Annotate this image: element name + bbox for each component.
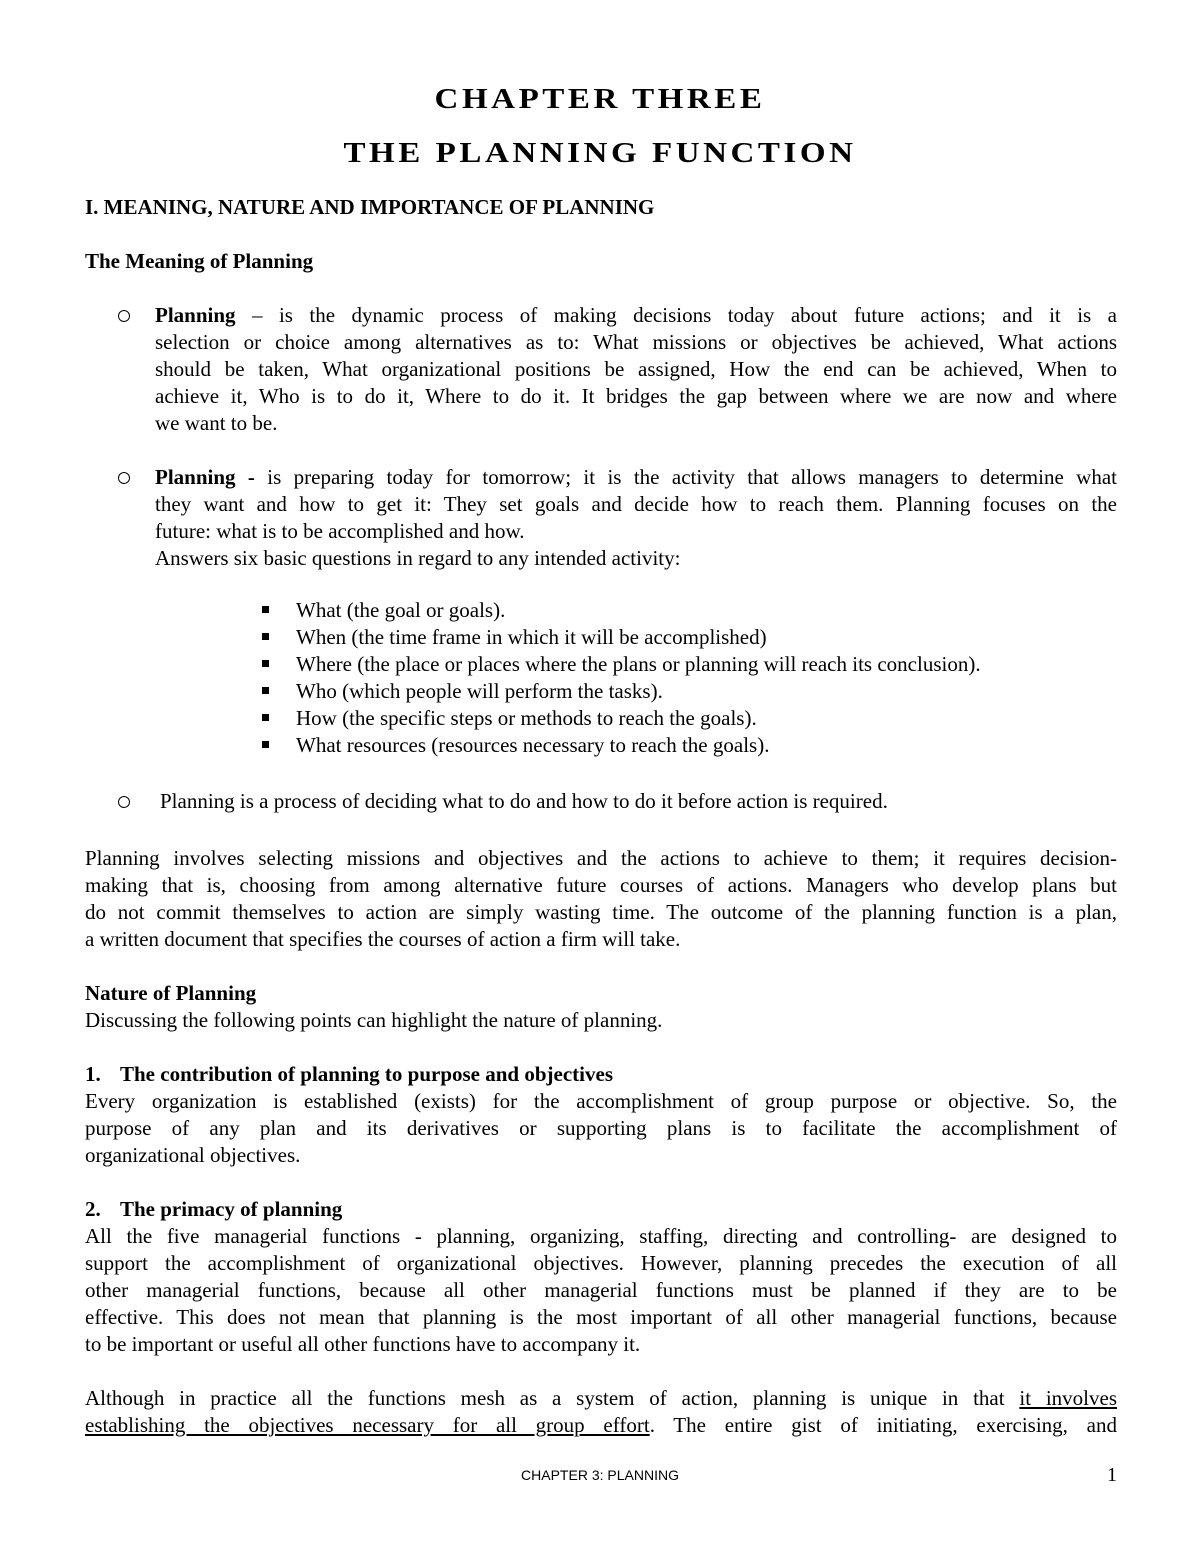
bullet2-line: they want and how to get it: They set goals and decide how to reach them. Planning focuses on the xyxy=(155,492,1117,516)
point2-line: effective. This does not mean that planning is the most important of all other managerial functions, because xyxy=(85,1305,1117,1329)
bullet1-line: Planning – is the dynamic process of making decisions today about future actions; and it is a xyxy=(155,303,1117,327)
point1-number: 1. xyxy=(85,1062,101,1086)
question-item: What resources (resources necessary to reach the goals). xyxy=(296,733,770,757)
bullet1-line: should be taken, What organizational positions be assigned, How the end can be achieved, When to xyxy=(155,357,1117,381)
point2-line: to be important or useful all other functions have to accompany it. xyxy=(85,1332,641,1356)
circle-bullet-icon xyxy=(118,310,130,322)
square-bullet-icon xyxy=(262,741,269,748)
square-bullet-icon xyxy=(262,660,269,667)
point2-line: other managerial functions, because all other managerial functions must be planned if they are to be xyxy=(85,1278,1117,1302)
page-number: 1 xyxy=(1107,1464,1117,1486)
point2-title: The primacy of planning xyxy=(120,1197,343,1221)
paragraph2-line: establishing the objectives necessary for all group effort. The entire gist of initiating, exercising, and xyxy=(85,1413,1117,1437)
underlined-text: it involves xyxy=(1019,1386,1117,1410)
paragraph1-line: a written document that specifies the courses of action a firm will take. xyxy=(85,927,681,951)
question-item: When (the time frame in which it will be accomplished) xyxy=(296,625,767,649)
bullet3-text: Planning is a process of deciding what to do and how to do it before action is required. xyxy=(160,789,888,813)
paragraph1-line: making that is, choosing from among alternative future courses of actions. Managers who develop plans but xyxy=(85,873,1117,897)
nature-intro: Discussing the following points can highlight the nature of planning. xyxy=(85,1008,663,1032)
bullet1-term: Planning xyxy=(155,303,236,327)
paragraph1-line: Planning involves selecting missions and objectives and the actions to achieve to them; it requires decision- xyxy=(85,846,1117,870)
paragraph1-line: do not commit themselves to action are simply wasting time. The outcome of the planning function is a plan, xyxy=(85,900,1117,924)
bullet2-line: Answers six basic questions in regard to any intended activity: xyxy=(155,546,681,570)
chapter-heading: CHAPTER THREE xyxy=(434,84,766,115)
point2-line: support the accomplishment of organizational objectives. However, planning precedes the execution of all xyxy=(85,1251,1117,1275)
point1-title: The contribution of planning to purpose and objectives xyxy=(120,1062,613,1086)
question-item: Where (the place or places where the plans or planning will reach its conclusion). xyxy=(296,652,981,676)
bullet2-line: future: what is to be accomplished and how. xyxy=(155,519,525,543)
bullet1-line: achieve it, Who is to do it, Where to do it. It bridges the gap between where we are now and where xyxy=(155,384,1117,408)
point2-line: All the five managerial functions - planning, organizing, staffing, directing and controlling- are designed to xyxy=(85,1224,1117,1248)
square-bullet-icon xyxy=(262,687,269,694)
point1-line: purpose of any plan and its derivatives or supporting plans is to facilitate the accomplishment of xyxy=(85,1116,1117,1140)
square-bullet-icon xyxy=(262,606,269,613)
point1-line: organizational objectives. xyxy=(85,1143,301,1167)
square-bullet-icon xyxy=(262,714,269,721)
point2-number: 2. xyxy=(85,1197,101,1221)
circle-bullet-icon xyxy=(118,796,130,808)
bullet2-line: Planning - is preparing today for tomorrow; it is the activity that allows managers to determine what xyxy=(155,465,1117,489)
square-bullet-icon xyxy=(262,633,269,640)
paragraph2-line: Although in practice all the functions mesh as a system of action, planning is unique in that it involves xyxy=(85,1386,1117,1410)
bullet2-term: Planning - xyxy=(155,465,255,489)
nature-heading: Nature of Planning xyxy=(85,981,257,1005)
question-item: How (the specific steps or methods to reach the goals). xyxy=(296,706,757,730)
chapter-title: THE PLANNING FUNCTION xyxy=(343,138,857,169)
footer-title: CHAPTER 3: PLANNING xyxy=(521,1467,679,1483)
underlined-text: establishing the objectives necessary for all group effort xyxy=(85,1413,650,1437)
bullet1-line: selection or choice among alternatives as to: What missions or objectives be achieved, What actions xyxy=(155,330,1117,354)
meaning-heading: The Meaning of Planning xyxy=(85,249,314,273)
question-item: What (the goal or goals). xyxy=(296,598,506,622)
bullet1-line: we want to be. xyxy=(155,411,278,435)
point1-line: Every organization is established (exists) for the accomplishment of group purpose or objective. So, the xyxy=(85,1089,1117,1113)
question-item: Who (which people will perform the tasks). xyxy=(296,679,663,703)
section-heading: I. MEANING, NATURE AND IMPORTANCE OF PLANNING xyxy=(85,195,655,219)
circle-bullet-icon xyxy=(118,472,130,484)
